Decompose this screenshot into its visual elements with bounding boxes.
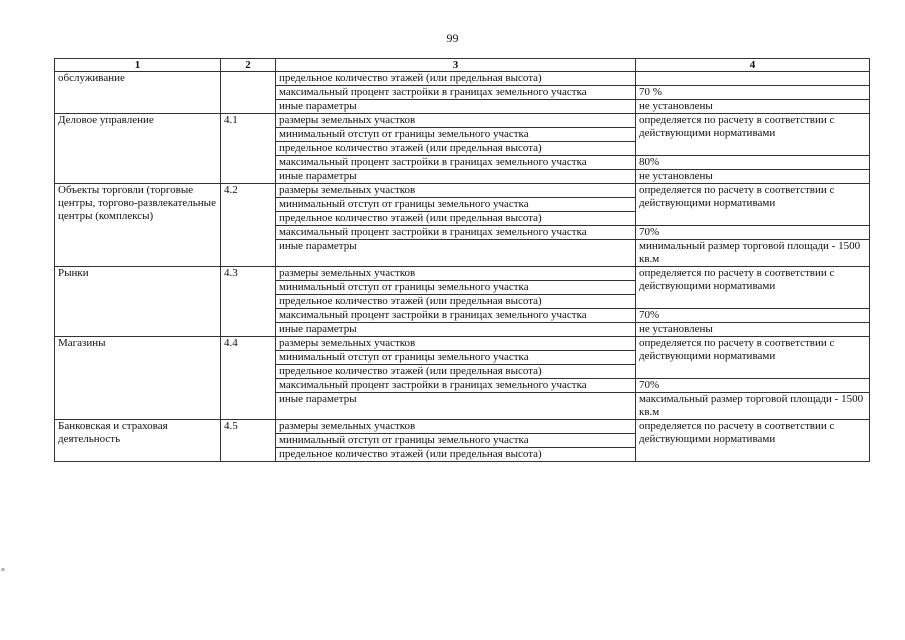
header-row — [55, 59, 870, 72]
param-value: максимальный размер торговой площади - 1500 кв.м — [636, 393, 870, 420]
param-name: размеры земельных участков — [276, 114, 636, 128]
use-code — [221, 72, 276, 114]
page-number: 99 — [446, 31, 459, 45]
param-name: предельное количество этажей (или предельная высота) — [276, 295, 636, 309]
use-name: обслуживание — [55, 72, 221, 114]
param-name: иные параметры — [276, 100, 636, 114]
param-name: минимальный отступ от границы земельного участка — [276, 198, 636, 212]
scan-edge-mark: ≡ — [1, 566, 5, 574]
param-value: 70% — [636, 309, 870, 323]
param-value: 70% — [636, 379, 870, 393]
use-code: 4.5 — [221, 420, 276, 462]
param-name: размеры земельных участков — [276, 420, 636, 434]
param-name: предельное количество этажей (или предельная высота) — [276, 142, 636, 156]
param-name: минимальный отступ от границы земельного участка — [276, 128, 636, 142]
table-row — [55, 114, 870, 128]
use-name: Магазины — [55, 337, 221, 420]
use-name: Рынки — [55, 267, 221, 337]
param-name: минимальный отступ от границы земельного участка — [276, 281, 636, 295]
param-value — [636, 72, 870, 86]
use-code: 4.4 — [221, 337, 276, 420]
use-name: Банковская и страховая деятельность — [55, 420, 221, 462]
use-code: 4.1 — [221, 114, 276, 184]
param-name: максимальный процент застройки в границах земельного участка — [276, 86, 636, 100]
param-value: минимальный размер торговой площади - 1500 кв.м — [636, 240, 870, 267]
table-row — [55, 267, 870, 281]
table-row — [55, 184, 870, 198]
table-row — [55, 337, 870, 351]
param-value: не установлены — [636, 170, 870, 184]
table-row — [55, 72, 870, 86]
param-value: 70% — [636, 226, 870, 240]
header-col-3: 3 — [276, 59, 636, 72]
param-name: иные параметры — [276, 240, 636, 267]
param-name: размеры земельных участков — [276, 267, 636, 281]
param-name: предельное количество этажей (или предельная высота) — [276, 212, 636, 226]
param-name: иные параметры — [276, 170, 636, 184]
use-code: 4.3 — [221, 267, 276, 337]
use-name: Деловое управление — [55, 114, 221, 184]
param-name: предельное количество этажей (или предельная высота) — [276, 365, 636, 379]
header-col-2: 2 — [221, 59, 276, 72]
param-name: размеры земельных участков — [276, 337, 636, 351]
regulations-table — [54, 58, 870, 462]
use-name: Объекты торговли (торговые центры, торгово-развлекательные центры (комплексы) — [55, 184, 221, 267]
header-col-4: 4 — [636, 59, 870, 72]
param-name: максимальный процент застройки в границах земельного участка — [276, 379, 636, 393]
param-name: максимальный процент застройки в границах земельного участка — [276, 226, 636, 240]
param-name: минимальный отступ от границы земельного участка — [276, 351, 636, 365]
use-code: 4.2 — [221, 184, 276, 267]
param-value: не установлены — [636, 100, 870, 114]
param-name: предельное количество этажей (или предельная высота) — [276, 72, 636, 86]
param-name: иные параметры — [276, 323, 636, 337]
header-col-1: 1 — [55, 59, 221, 72]
param-name: размеры земельных участков — [276, 184, 636, 198]
param-value: определяется по расчету в соответствии с действующими нормативами — [636, 114, 870, 156]
param-name: предельное количество этажей (или предельная высота) — [276, 448, 636, 462]
table-row — [55, 420, 870, 434]
param-value: не установлены — [636, 323, 870, 337]
param-name: иные параметры — [276, 393, 636, 420]
param-name: максимальный процент застройки в границах земельного участка — [276, 156, 636, 170]
param-value: 70 % — [636, 86, 870, 100]
param-name: максимальный процент застройки в границах земельного участка — [276, 309, 636, 323]
param-value: определяется по расчету в соответствии с действующими нормативами — [636, 337, 870, 379]
param-value: определяется по расчету в соответствии с действующими нормативами — [636, 184, 870, 226]
param-name: минимальный отступ от границы земельного участка — [276, 434, 636, 448]
param-value: определяется по расчету в соответствии с действующими нормативами — [636, 267, 870, 309]
param-value: определяется по расчету в соответствии с действующими нормативами — [636, 420, 870, 462]
param-value: 80% — [636, 156, 870, 170]
